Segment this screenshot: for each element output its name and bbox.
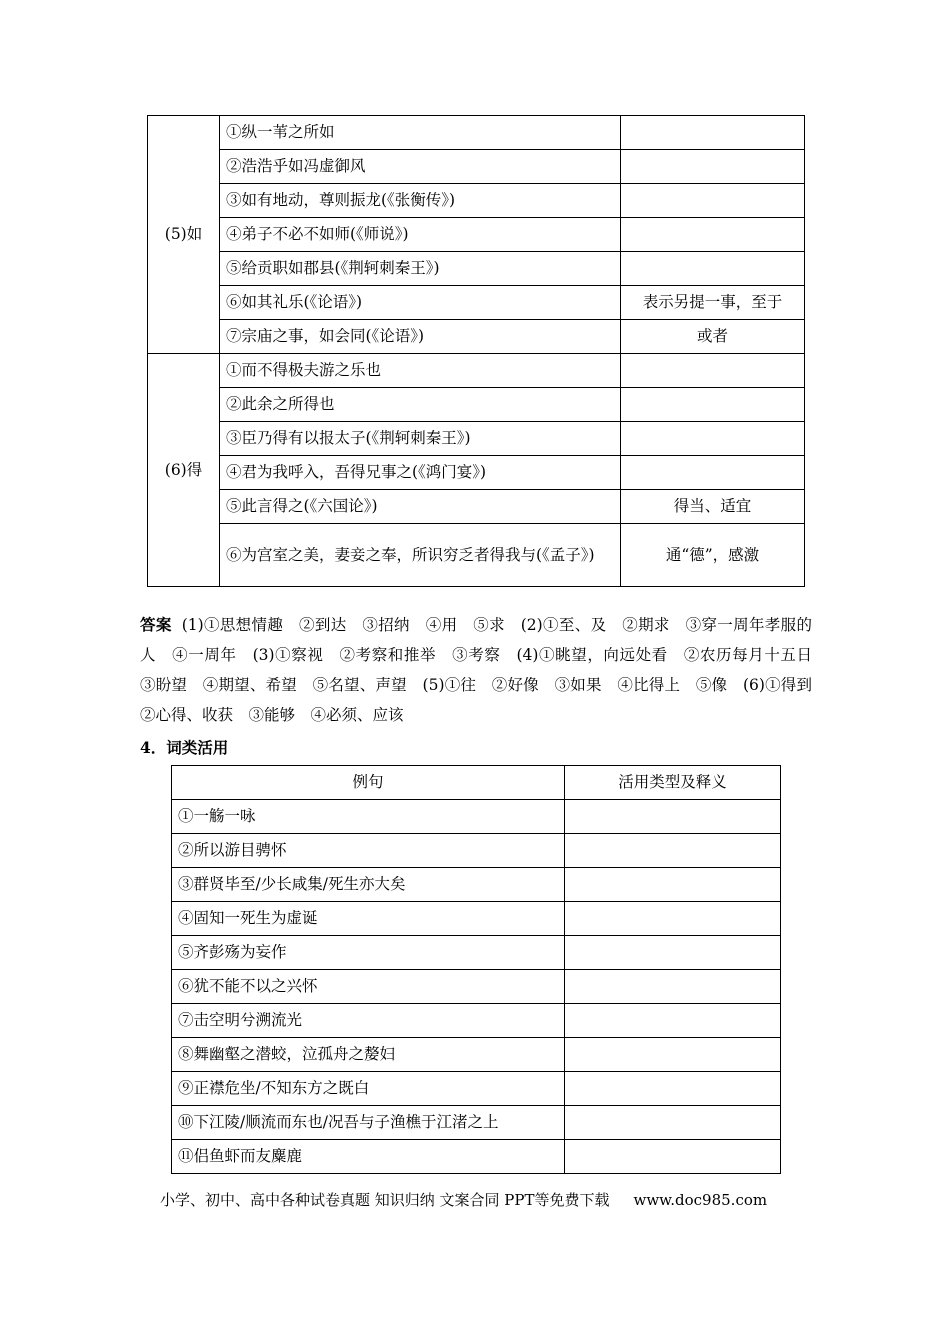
note-cell bbox=[621, 422, 805, 456]
answer-blank-cell bbox=[565, 1004, 781, 1038]
answer-blank-cell bbox=[565, 834, 781, 868]
note-cell bbox=[621, 150, 805, 184]
answer-label: 答案 bbox=[140, 615, 172, 634]
sentence-cell: ②此余之所得也 bbox=[220, 388, 621, 422]
table-row bbox=[148, 388, 805, 422]
page-footer bbox=[160, 1187, 800, 1213]
example-cell: ⑥犹不能不以之兴怀 bbox=[172, 970, 565, 1004]
answer-blank-cell bbox=[565, 1106, 781, 1140]
answer-blank-cell bbox=[565, 1072, 781, 1106]
note-cell: 得当、适宜 bbox=[621, 490, 805, 524]
answer-blank-cell bbox=[565, 970, 781, 1004]
table-row bbox=[172, 1140, 781, 1174]
sentence-cell: ①纵一苇之所如 bbox=[220, 116, 621, 150]
note-cell bbox=[621, 388, 805, 422]
sentence-cell: ⑤给贡职如郡县(《荆轲刺秦王》) bbox=[220, 252, 621, 286]
example-cell: ⑤齐彭殇为妄作 bbox=[172, 936, 565, 970]
sentence-cell: ⑥为宫室之美，妻妾之奉，所识穷乏者得我与(《孟子》) bbox=[220, 524, 621, 587]
table-row bbox=[172, 868, 781, 902]
example-cell: ⑨正襟危坐/不知东方之既白 bbox=[172, 1072, 565, 1106]
sentence-cell: ③如有地动，尊则振龙(《张衡传》) bbox=[220, 184, 621, 218]
table-row bbox=[172, 970, 781, 1004]
note-cell bbox=[621, 354, 805, 388]
note-cell: 通“德”，感激 bbox=[621, 524, 805, 587]
note-cell bbox=[621, 116, 805, 150]
table-row bbox=[148, 252, 805, 286]
table-row bbox=[148, 456, 805, 490]
example-cell: ④固知一死生为虚诞 bbox=[172, 902, 565, 936]
table-row bbox=[148, 218, 805, 252]
example-cell: ⑪侣鱼虾而友麋鹿 bbox=[172, 1140, 565, 1174]
answer-blank-cell bbox=[565, 936, 781, 970]
meanings-table bbox=[147, 115, 805, 587]
example-cell: ⑦击空明兮溯流光 bbox=[172, 1004, 565, 1038]
table-row bbox=[172, 936, 781, 970]
answer-blank-cell bbox=[565, 800, 781, 834]
answer-blank-cell bbox=[565, 902, 781, 936]
answer-paragraph bbox=[140, 610, 828, 730]
sentence-cell: ②浩浩乎如冯虚御风 bbox=[220, 150, 621, 184]
note-cell: 表示另提一事，至于 bbox=[621, 286, 805, 320]
table-row bbox=[172, 1106, 781, 1140]
note-cell bbox=[621, 218, 805, 252]
sentence-cell: ⑦宗庙之事，如会同(《论语》) bbox=[220, 320, 621, 354]
column-header: 例句 bbox=[172, 766, 565, 800]
table-row bbox=[172, 1072, 781, 1106]
table-row bbox=[148, 116, 805, 150]
note-cell bbox=[621, 184, 805, 218]
column-header: 活用类型及释义 bbox=[565, 766, 781, 800]
example-cell: ③群贤毕至/少长咸集/死生亦大矣 bbox=[172, 868, 565, 902]
answer-blank-cell bbox=[565, 1038, 781, 1072]
answer-blank-cell bbox=[565, 868, 781, 902]
sentence-cell: ④弟子不必不如师(《师说》) bbox=[220, 218, 621, 252]
example-cell: ⑩下江陵/顺流而东也/况吾与子渔樵于江渚之上 bbox=[172, 1106, 565, 1140]
sentence-cell: ③臣乃得有以报太子(《荆轲刺秦王》) bbox=[220, 422, 621, 456]
usage-table bbox=[171, 765, 781, 1174]
table-header-row bbox=[172, 766, 781, 800]
table-row bbox=[148, 150, 805, 184]
section-heading: 4．词类活用 bbox=[140, 738, 229, 757]
example-cell: ⑧舞幽壑之潜蛟，泣孤舟之嫠妇 bbox=[172, 1038, 565, 1072]
footer-site-link[interactable]: www.doc985.com bbox=[633, 1191, 768, 1209]
answer-text: (1)①思想情趣 ②到达 ③招纳 ④用 ⑤求 (2)①至、及 ②期求 ③穿一周年孝服的人 ④一周年 (3)①察视 ②考察和推举 ③考察 (4)①眺望，向远处看 ②农历每月十五日 ③盼望 ④期望、希望 ⑤名望、声望 (5)①往 ②好像 ③如果 ④比得上 ⑤像 (6)①得到 ②心得、收获 ③能够 ④必须、应该 bbox=[140, 616, 828, 724]
example-cell: ①一觞一咏 bbox=[172, 800, 565, 834]
table-row bbox=[172, 1004, 781, 1038]
sentence-cell: ⑥如其礼乐(《论语》) bbox=[220, 286, 621, 320]
sentence-cell: ④君为我呼入，吾得兄事之(《鸿门宴》) bbox=[220, 456, 621, 490]
table-row bbox=[148, 524, 805, 587]
table-row bbox=[148, 422, 805, 456]
note-cell bbox=[621, 252, 805, 286]
table-row bbox=[148, 184, 805, 218]
table-row bbox=[148, 490, 805, 524]
table-row bbox=[172, 1038, 781, 1072]
table-row bbox=[172, 800, 781, 834]
answer-blank-cell bbox=[565, 1140, 781, 1174]
table-row bbox=[172, 902, 781, 936]
table-row bbox=[148, 354, 805, 388]
note-cell bbox=[621, 456, 805, 490]
sentence-cell: ⑤此言得之(《六国论》) bbox=[220, 490, 621, 524]
example-cell: ②所以游目骋怀 bbox=[172, 834, 565, 868]
word-cell: (6)得 bbox=[148, 354, 220, 587]
table-row bbox=[148, 320, 805, 354]
note-cell: 或者 bbox=[621, 320, 805, 354]
table-row bbox=[148, 286, 805, 320]
table-row bbox=[172, 834, 781, 868]
sentence-cell: ①而不得极夫游之乐也 bbox=[220, 354, 621, 388]
word-cell: (5)如 bbox=[148, 116, 220, 354]
footer-text: 小学、初中、高中各种试卷真题 知识归纳 文案合同 PPT等免费下载 bbox=[160, 1191, 610, 1209]
